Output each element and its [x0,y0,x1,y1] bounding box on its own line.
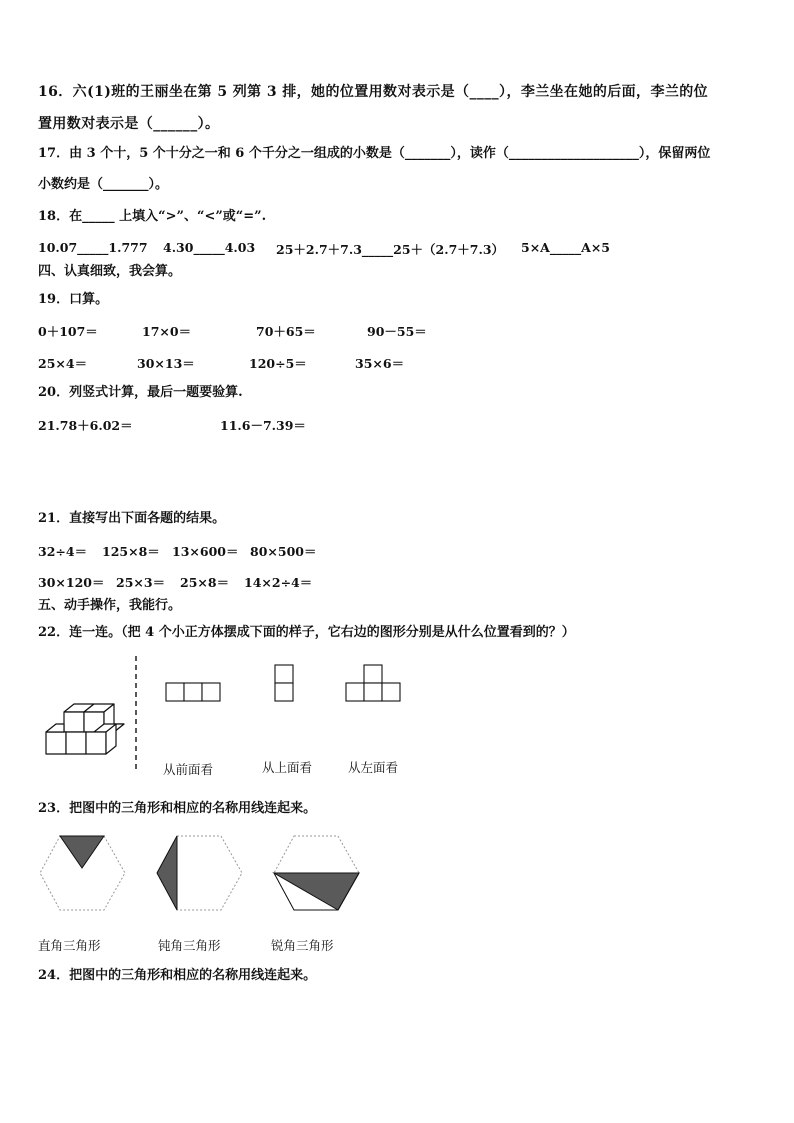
q20-item-1: 21.78＋6.02＝ [38,418,133,433]
q21-r2-c2: 25×3＝ [116,575,166,590]
label-obtuse-triangle: 钝角三角形 [158,938,221,953]
section-5-heading: 五、动手操作，我能行。 [38,598,182,613]
q24-title: 24．把图中的三角形和相应的名称用线连起来。 [38,968,317,983]
hexagon-acute-triangle-figure [272,834,362,912]
label-left-view: 从左面看 [348,760,399,775]
q20-title: 20．列竖式计算，最后一题要验算. [38,385,243,400]
label-top-view: 从上面看 [262,760,313,775]
dashed-divider [134,656,138,772]
q17-line1: 17．由 3 个十，5 个十分之一和 6 个千分之一组成的小数是（_______），读作（____________________），保留两位 [38,146,711,161]
q19-title: 19．口算。 [38,292,109,307]
q19-r1-c4: 90－55＝ [367,324,427,339]
q21-r1-c3: 13×600＝ [172,544,239,559]
q18-title: 18．在_____ 上填入“>”、“<”或“=”. [38,209,267,224]
q16-line2: 置用数对表示是（______）。 [38,116,220,132]
q19-r1-c2: 17×0＝ [142,324,192,339]
q21-r2-c4: 14×2÷4＝ [244,575,313,590]
q18-item-2: 4.30_____4.03 [163,240,256,255]
q21-r1-c2: 125×8＝ [102,544,160,559]
label-right-triangle: 直角三角形 [38,938,101,953]
hexagon-right-triangle-figure [38,834,128,912]
left-view-figure [345,664,405,704]
q20-item-2: 11.6－7.39＝ [220,418,306,433]
hexagon-obtuse-triangle-figure [155,834,245,912]
q22-title: 22．连一连。（把 4 个小正方体摆成下面的样子，它右边的图形分别是从什么位置看到的？） [38,625,575,640]
q16-line1: 16．六(1)班的王丽坐在第 5 列第 3 排，她的位置用数对表示是（____），李兰坐在她的后面，李兰的位 [38,84,709,100]
q19-r2-c3: 120÷5＝ [249,356,307,371]
q21-r1-c4: 80×500＝ [250,544,317,559]
q19-r2-c4: 35×6＝ [355,356,405,371]
top-view-figure [274,664,296,704]
q21-title: 21．直接写出下面各题的结果。 [38,511,226,526]
q19-r2-c2: 30×13＝ [137,356,195,371]
q18-item-1: 10.07_____1.777 [38,240,148,255]
label-front-view: 从前面看 [163,762,214,777]
q18-item-4: 5×A_____A×5 [521,240,610,255]
cube-stack-figure [40,698,130,764]
q19-r2-c1: 25×4＝ [38,356,88,371]
q21-r2-c3: 25×8＝ [180,575,230,590]
q19-r1-c3: 70＋65＝ [256,324,316,339]
front-view-figure [165,682,223,702]
label-acute-triangle: 锐角三角形 [271,938,334,953]
q21-r2-c1: 30×120＝ [38,575,105,590]
q18-item-3: 25＋2.7＋7.3_____25＋（2.7＋7.3） [276,242,505,257]
q19-r1-c1: 0＋107＝ [38,324,98,339]
q17-line2: 小数约是（_______）。 [38,177,169,192]
section-4-heading: 四、认真细致，我会算。 [38,264,182,279]
q23-title: 23．把图中的三角形和相应的名称用线连起来。 [38,801,317,816]
q21-r1-c1: 32÷4＝ [38,544,88,559]
